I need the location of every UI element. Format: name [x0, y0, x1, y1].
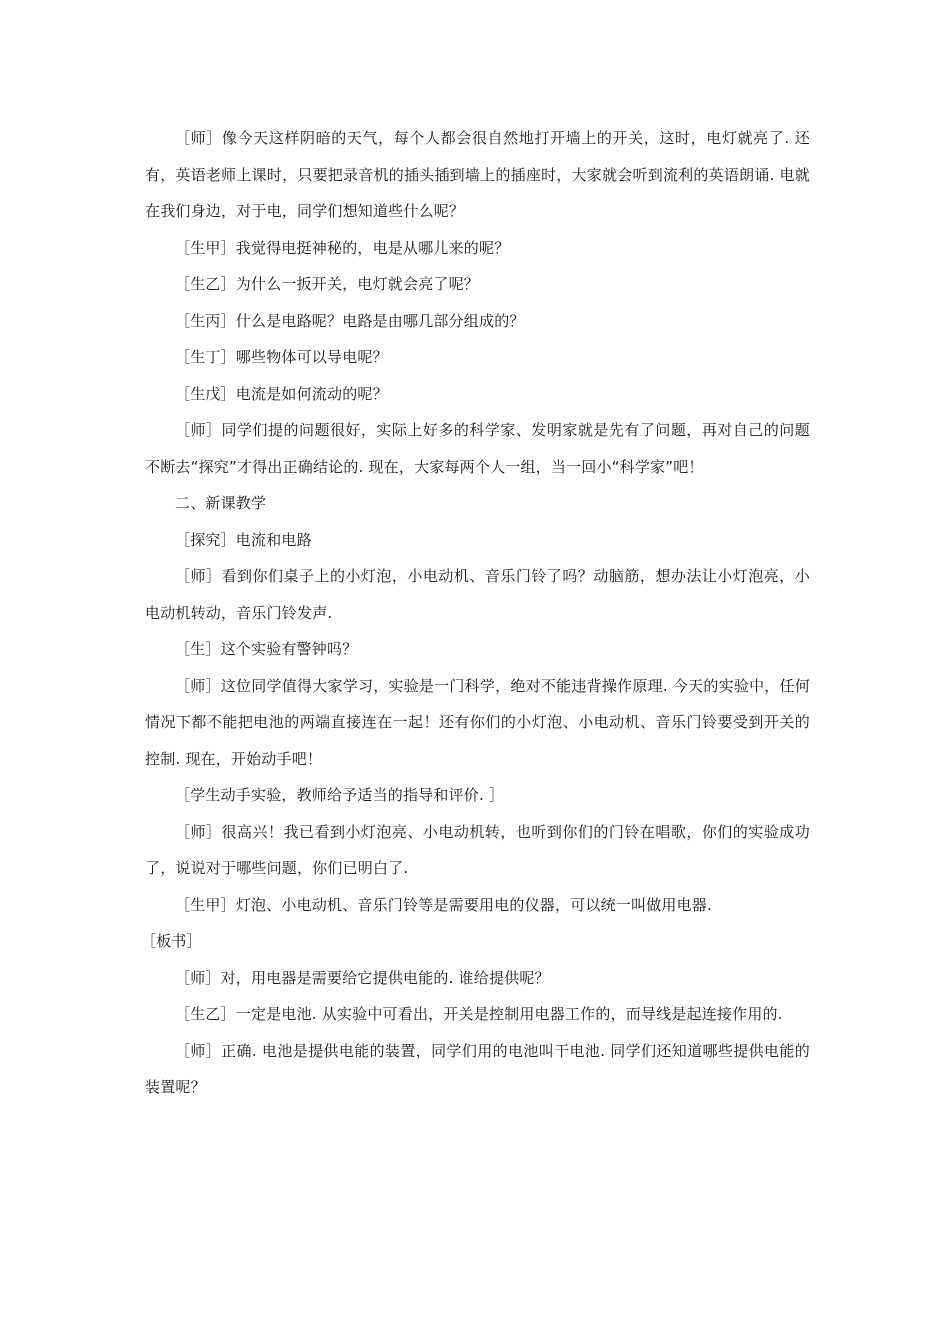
paragraph-student-ding-question: ［生丁］哪些物体可以导电呢？ [175, 348, 388, 366]
paragraph-blackboard-note: ［板书］ [141, 932, 202, 950]
paragraph-student-jia-answer: ［生甲］灯泡、小电动机、音乐门铃等是需要用电的仪器，可以统一叫做用电器. [175, 895, 712, 914]
paragraph-teacher-task: ［师］看到你们桌子上的小灯泡，小电动机、音乐门铃了吗？动脑筋，想办法让小灯泡亮，小电动机转动，音乐门铃发声. [145, 567, 810, 622]
paragraph-teacher-appliance: ［师］对，用电器是需要给它提供电能的. 谁给提供呢？ [175, 968, 550, 987]
paragraph-teacher-intro: ［师］像今天这样阴暗的天气，每个人都会很自然地打开墙上的开关，这时，电灯就亮了. 还有，英语老师上课时，只要把录音机的插头插到墙上的插座时，大家就会听到流利的英语朗诵. 电就在我们身边，对于电，同学们想知道些什么呢？ [145, 129, 810, 220]
paragraph-teacher-battery: ［师］正确. 电池是提供电能的装置，同学们用的电池叫干电池. 同学们还知道哪些提供电能的装置呢？ [145, 1041, 810, 1096]
paragraph-student-jia-question: ［生甲］我觉得电挺神秘的，电是从哪儿来的呢？ [175, 238, 510, 257]
subheading-inquiry: ［探究］电流和电路 [175, 530, 312, 549]
paragraph-student-warning-question: ［生］这个实验有警钟吗？ [175, 640, 358, 658]
document-page [141, 120, 810, 1106]
section-heading-new-lesson: 二、新课教学 [175, 494, 267, 512]
paragraph-teacher-response: ［师］同学们提的问题很好，实际上好多的科学家、发明家就是先有了问题，再对自己的问题不断去“探究”才得出正确结论的. 现在，大家每两个人一组，当一回小“科学家”吧！ [145, 421, 810, 476]
paragraph-student-bing-question: ［生丙］什么是电路呢？电路是由哪几部分组成的？ [175, 311, 525, 330]
paragraph-teacher-safety: ［师］这位同学值得大家学习，实验是一门科学，绝对不能违背操作原理. 今天的实验中，任何情况下都不能把电池的两端直接连在一起！还有你们的小灯泡、小电动机、音乐门铃要受到开关的控制. 现在，开始动手吧！ [145, 676, 810, 768]
paragraph-teacher-praise: ［师］很高兴！我已看到小灯泡亮、小电动机转，也听到你们的门铃在唱歌，你们的实验成功了，说说对于哪些问题，你们已明白了. [145, 822, 810, 877]
paragraph-student-wu-question: ［生戊］电流是如何流动的呢？ [175, 384, 388, 403]
paragraph-experiment-note: ［学生动手实验，教师给予适当的指导和评价. ］ [175, 786, 505, 804]
paragraph-student-yi-answer: ［生乙］一定是电池. 从实验中可看出，开关是控制用电器工作的，而导线是起连接作用的. [175, 1005, 783, 1023]
paragraph-student-yi-question: ［生乙］为什么一扳开关，电灯就会亮了呢？ [175, 275, 480, 293]
